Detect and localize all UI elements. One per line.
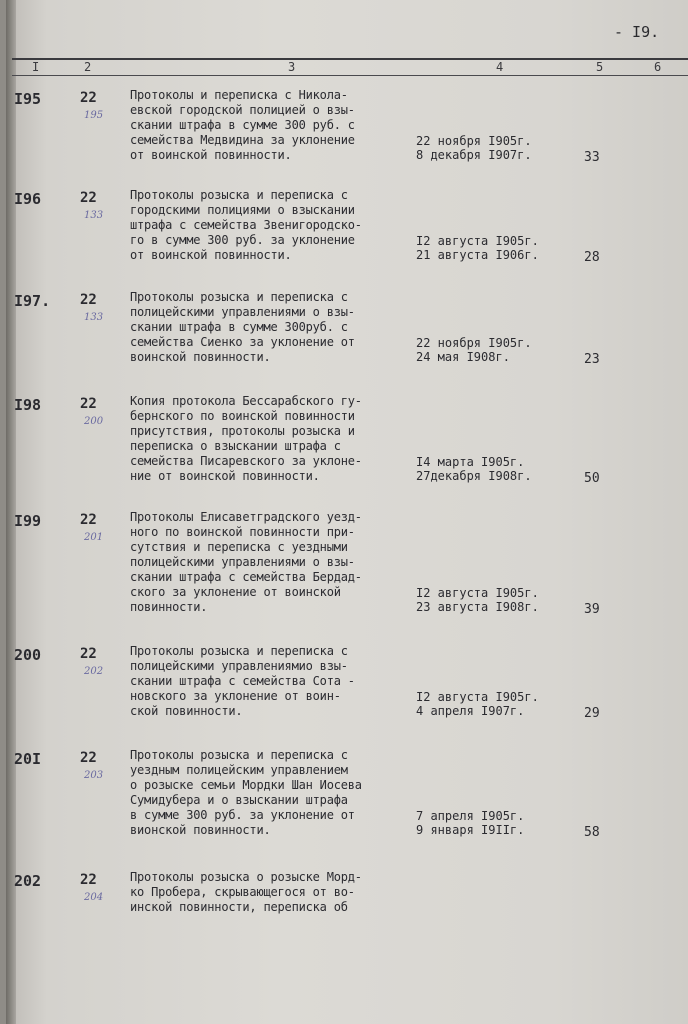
description-line: семейства Писаревского за уклоне- [130, 454, 362, 468]
fund-volume: 22 [80, 750, 97, 766]
description-line: ского за уклонение от воинской [130, 585, 341, 599]
description-line: городскими полициями о взыскании [130, 203, 355, 217]
header-rule-bottom [12, 75, 688, 76]
entry-description [130, 748, 430, 838]
description-line: Протоколы и переписка с Никола- [130, 88, 348, 102]
start-date: 7 апреля I905г. [416, 809, 525, 823]
start-date: I4 марта I905г. [416, 455, 525, 469]
description-line: полицейскими управлениями о взы- [130, 305, 355, 319]
entry-number: I98 [14, 396, 42, 414]
description-line: Сумидубера и о взыскании штрафа [130, 793, 348, 807]
column-number: 4 [496, 60, 504, 74]
description-line: штрафа с семейства Звенигородско- [130, 218, 362, 232]
handwritten-number: 200 [84, 416, 104, 427]
entry-number: I96 [14, 190, 42, 208]
description-line: вионской повинности. [130, 823, 271, 837]
sheet-count: 23 [584, 352, 600, 367]
handwritten-number: 133 [84, 312, 104, 323]
description-line: скании штрафа с семейства Бердад- [130, 570, 362, 584]
start-date: 22 ноября I905г. [416, 134, 532, 148]
document-page [6, 0, 688, 1024]
entry-description [130, 510, 430, 615]
description-line: от воинской повинности. [130, 148, 292, 162]
entry-description [130, 870, 430, 915]
sheet-count: 28 [584, 250, 600, 265]
handwritten-number: 201 [84, 532, 104, 543]
description-line: скании штрафа с семейства Сота - [130, 674, 355, 688]
handwritten-number: 133 [84, 210, 104, 221]
start-date: I2 августа I905г. [416, 234, 539, 248]
fund-volume: 22 [80, 190, 97, 206]
description-line: ного по воинской повинности при- [130, 525, 355, 539]
entry-dates [416, 336, 532, 364]
entry-number: 20I [14, 750, 42, 768]
description-line: Протоколы розыска и переписка с [130, 644, 348, 658]
fund-volume: 22 [80, 872, 97, 888]
handwritten-number: 203 [84, 770, 104, 781]
sheet-count: 33 [584, 150, 600, 165]
sheet-count: 29 [584, 706, 600, 721]
entry-description [130, 394, 430, 484]
column-number: 6 [654, 60, 662, 74]
description-line: ние от воинской повинности. [130, 469, 320, 483]
description-line: Копия протокола Бессарабского гу- [130, 394, 362, 408]
entry-dates [416, 234, 539, 262]
description-line: в сумме 300 руб. за уклонение от [130, 808, 355, 822]
description-line: повинности. [130, 600, 208, 614]
description-line: евской городской полицией о взы- [130, 103, 355, 117]
entry-dates [416, 586, 539, 614]
description-line: го в сумме 300 руб. за уклонение [130, 233, 355, 247]
description-line: новского за уклонение от воин- [130, 689, 341, 703]
description-line: полицейскими управлениями о взы- [130, 555, 355, 569]
description-line: присутствия, протоколы розыска и [130, 424, 355, 438]
entry-number: I95 [14, 90, 42, 108]
description-line: бернского по воинской повинности [130, 409, 355, 423]
handwritten-number: 202 [84, 666, 104, 677]
entry-description [130, 290, 430, 365]
entry-dates [416, 455, 532, 483]
description-line: от воинской повинности. [130, 248, 292, 262]
fund-volume: 22 [80, 90, 97, 106]
description-line: Протоколы розыска и переписка с [130, 188, 348, 202]
fund-volume: 22 [80, 512, 97, 528]
column-numbers-row [6, 60, 688, 76]
end-date: 8 декабря I907г. [416, 148, 532, 162]
start-date: I2 августа I905г. [416, 690, 539, 704]
description-line: сутствия и переписка с уездными [130, 540, 348, 554]
sheet-count: 50 [584, 471, 600, 486]
entry-dates [416, 809, 524, 837]
description-line: Протоколы розыска о розыске Морд- [130, 870, 362, 884]
end-date: 24 мая I908г. [416, 350, 510, 364]
entry-dates [416, 690, 539, 718]
handwritten-number: 204 [84, 892, 104, 903]
fund-volume: 22 [80, 396, 97, 412]
description-line: воинской повинности. [130, 350, 271, 364]
handwritten-number: 195 [84, 110, 104, 121]
description-line: Протоколы Елисаветградского уезд- [130, 510, 362, 524]
end-date: 21 августа I906г. [416, 248, 539, 262]
description-line: полицейскими управлениямио взы- [130, 659, 348, 673]
entry-description [130, 188, 430, 263]
description-line: переписка о взыскании штрафа с [130, 439, 341, 453]
description-line: семейства Сиенко за уклонение от [130, 335, 355, 349]
sheet-count: 39 [584, 602, 600, 617]
end-date: 23 августа I908г. [416, 600, 539, 614]
entry-number: 200 [14, 646, 42, 664]
page-number: - I9. [614, 23, 660, 41]
column-number: I [32, 60, 40, 74]
end-date: 4 апреля I907г. [416, 704, 525, 718]
start-date: 22 ноября I905г. [416, 336, 532, 350]
entry-dates [416, 134, 532, 162]
entry-description [130, 644, 430, 719]
end-date: 9 января I9IIг. [416, 823, 525, 837]
end-date: 27декабря I908г. [416, 469, 532, 483]
description-line: ко Пробера, скрывающегося от во- [130, 885, 355, 899]
description-line: о розыске семьи Мордки Шан Иосева [130, 778, 362, 792]
description-line: уездным полицейским управлением [130, 763, 348, 777]
entry-number: 202 [14, 872, 42, 890]
description-line: инской повинности, переписка об [130, 900, 348, 914]
description-line: Протоколы розыска и переписка с [130, 290, 348, 304]
entry-number: I99 [14, 512, 42, 530]
entry-description [130, 88, 430, 163]
entry-number: I97. [14, 292, 51, 310]
fund-volume: 22 [80, 646, 97, 662]
start-date: I2 августа I905г. [416, 586, 539, 600]
column-number: 5 [596, 60, 604, 74]
fund-volume: 22 [80, 292, 97, 308]
description-line: семейства Медвидина за уклонение [130, 133, 355, 147]
description-line: скании штрафа в сумме 300 руб. с [130, 118, 355, 132]
description-line: Протоколы розыска и переписка с [130, 748, 348, 762]
column-number: 3 [288, 60, 296, 74]
description-line: ской повинности. [130, 704, 243, 718]
description-line: скании штрафа в сумме 300руб. с [130, 320, 348, 334]
sheet-count: 58 [584, 825, 600, 840]
column-number: 2 [84, 60, 92, 74]
